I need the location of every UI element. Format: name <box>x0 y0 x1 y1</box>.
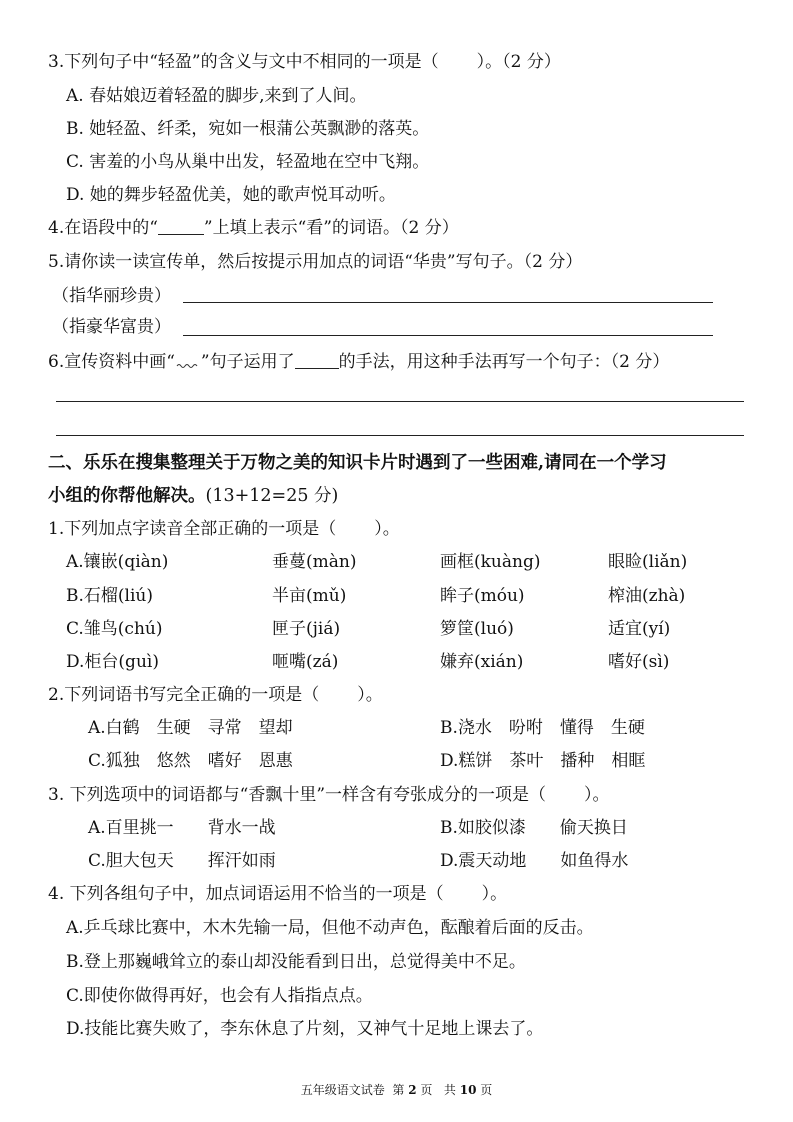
q5-stem: 5.请你读一读宣传单，然后按提示用加点的词语“华贵”写句子。（2 分） <box>48 252 583 272</box>
footer-total-suffix: 页 <box>480 1083 493 1097</box>
q5-hint-1: （指华丽珍贵） <box>52 286 171 306</box>
s2q1-row-a-item-3: 画框(kuàng) <box>440 552 541 572</box>
wavy-underline-icon <box>175 351 201 369</box>
s2q2-stem-text: 2.下列词语书写完全正确的一项是（ <box>48 685 320 705</box>
s2q3-stem-text: 3. 下列选项中的词语都与“香飘十里”一样含有夸张成分的一项是（ <box>48 785 547 805</box>
s2q1-row-a-item-1: A.镶嵌(qiàn) <box>66 552 169 572</box>
q3-option-b: B. 她轻盈、纤柔，宛如一根蒲公英飘渺的落英。 <box>66 119 430 139</box>
s2q4-option-c: C.即使你做得再好，也会有人指指点点。 <box>66 986 373 1006</box>
q5-answer-line-2[interactable] <box>183 335 713 336</box>
section2-score: (13+12=25 分) <box>205 486 339 506</box>
s2q3-stem <box>48 783 610 807</box>
s2q4-stem <box>48 882 507 906</box>
section2-title-line1: 二、乐乐在搜集整理关于万物之美的知识卡片时遇到了一些困难,请同在一个学习 <box>48 453 667 473</box>
s2q1-row-a-item-4: 眼睑(liǎn) <box>608 552 688 572</box>
s2q2-stem <box>48 683 383 707</box>
s2q1-row-d-item-3: 嫌弃(xián) <box>440 652 524 672</box>
s2q1-row-c-item-4: 适宜(yí) <box>608 619 671 639</box>
s2q1-row-b-item-2: 半亩(mǔ) <box>272 586 347 606</box>
q4-stem <box>48 216 459 240</box>
q6-stem <box>48 350 669 374</box>
s2q1-stem-text: 1.下列加点字读音全部正确的一项是（ <box>48 519 337 539</box>
s2q3-option-a: A.百里挑一 背水一战 <box>88 818 276 838</box>
s2q1-row-b-item-1: B.石榴(liú) <box>66 586 153 606</box>
s2q2-stem-end: ）。 <box>357 685 383 705</box>
q3-option-a: A. 春姑娘迈着轻盈的脚步,来到了人间。 <box>66 86 367 106</box>
s2q2-option-a: A.白鹤 生硬 寻常 望却 <box>88 718 293 738</box>
s2q1-row-c-item-2: 匣子(jiá) <box>272 619 341 639</box>
q5-hint-2: （指豪华富贵） <box>52 317 171 337</box>
s2q3-option-c: C.胆大包天 挥汗如雨 <box>88 851 276 871</box>
q6-stem-rest: 的手法，用这种手法再写一个句子：（2 分） <box>338 352 670 372</box>
s2q1-stem-end: ）。 <box>374 519 400 539</box>
s2q1-row-c-item-1: C.雏鸟(chú) <box>66 619 163 639</box>
section2-title-line2 <box>48 484 338 508</box>
s2q2-option-b: B.浇水 吩咐 懂得 生硬 <box>440 718 645 738</box>
s2q1-row-b-item-3: 眸子(móu) <box>440 586 525 606</box>
footer-page-suffix: 页 <box>420 1083 433 1097</box>
s2q4-option-d: D.技能比赛失败了，李东休息了片刻，又神气十足地上课去了。 <box>66 1019 544 1039</box>
s2q3-stem-end: ）。 <box>584 785 610 805</box>
q6-answer-line-1[interactable] <box>56 401 744 402</box>
q5-answer-line-1[interactable] <box>183 302 713 303</box>
q4-underline-blank <box>158 216 204 235</box>
footer-subject: 五年级语文试卷 <box>300 1083 385 1097</box>
s2q4-option-a: A.乒乓球比赛中，木木先输一局，但他不动声色，酝酿着后面的反击。 <box>66 918 594 938</box>
footer-page-number: 2 <box>408 1083 417 1097</box>
footer-page-prefix: 第 <box>392 1083 405 1097</box>
s2q3-option-b: B.如胶似漆 偷天换日 <box>440 818 628 838</box>
section2-title-text: 小组的你帮他解决。 <box>48 486 206 506</box>
page-footer <box>0 1082 793 1098</box>
q3-stem-score: ）。（2 分） <box>476 52 561 72</box>
q4-stem-text: 4.在语段中的“ <box>48 218 158 238</box>
s2q1-row-a-item-2: 垂蔓(màn) <box>272 552 357 572</box>
q3-option-d: D. 她的舞步轻盈优美，她的歌声悦耳动听。 <box>66 185 396 205</box>
q6-technique-blank[interactable] <box>295 350 339 369</box>
s2q4-stem-end: ）。 <box>481 884 508 904</box>
q4-stem-rest: ”上填上表示“看”的词语。（2 分） <box>203 218 459 238</box>
q3-stem <box>48 50 561 74</box>
s2q2-option-c: C.狐独 悠然 嗜好 恩惠 <box>88 751 293 771</box>
s2q3-option-d: D.震天动地 如鱼得水 <box>440 851 629 871</box>
q3-option-c: C. 害羞的小鸟从巢中出发，轻盈地在空中飞翔。 <box>66 152 430 172</box>
q3-stem-text: 3.下列句子中“轻盈”的含义与文中不相同的一项是（ <box>48 52 439 72</box>
s2q1-row-b-item-4: 榨油(zhà) <box>608 586 686 606</box>
s2q1-row-c-item-3: 箩筐(luó) <box>440 619 514 639</box>
footer-total-prefix: 共 <box>443 1083 456 1097</box>
q6-answer-line-2[interactable] <box>56 435 744 436</box>
s2q1-row-d-item-4: 嗜好(sì) <box>608 652 670 672</box>
q6-stem-text: 6.宣传资料中画“ <box>48 352 175 372</box>
s2q1-row-d-item-1: D.柜台(guì) <box>66 652 159 672</box>
footer-total-pages: 10 <box>459 1083 477 1097</box>
q6-stem-mid: ”句子运用了 <box>200 352 295 372</box>
s2q2-option-d: D.糕饼 茶叶 播种 相眶 <box>440 751 646 771</box>
s2q1-row-d-item-2: 咂嘴(zá) <box>272 652 339 672</box>
s2q4-stem-text: 4. 下列各组句子中，加点词语运用不恰当的一项是（ <box>48 884 444 904</box>
s2q4-option-b: B.登上那巍峨耸立的泰山却没能看到日出，总觉得美中不足。 <box>66 952 526 972</box>
s2q1-stem <box>48 517 400 541</box>
